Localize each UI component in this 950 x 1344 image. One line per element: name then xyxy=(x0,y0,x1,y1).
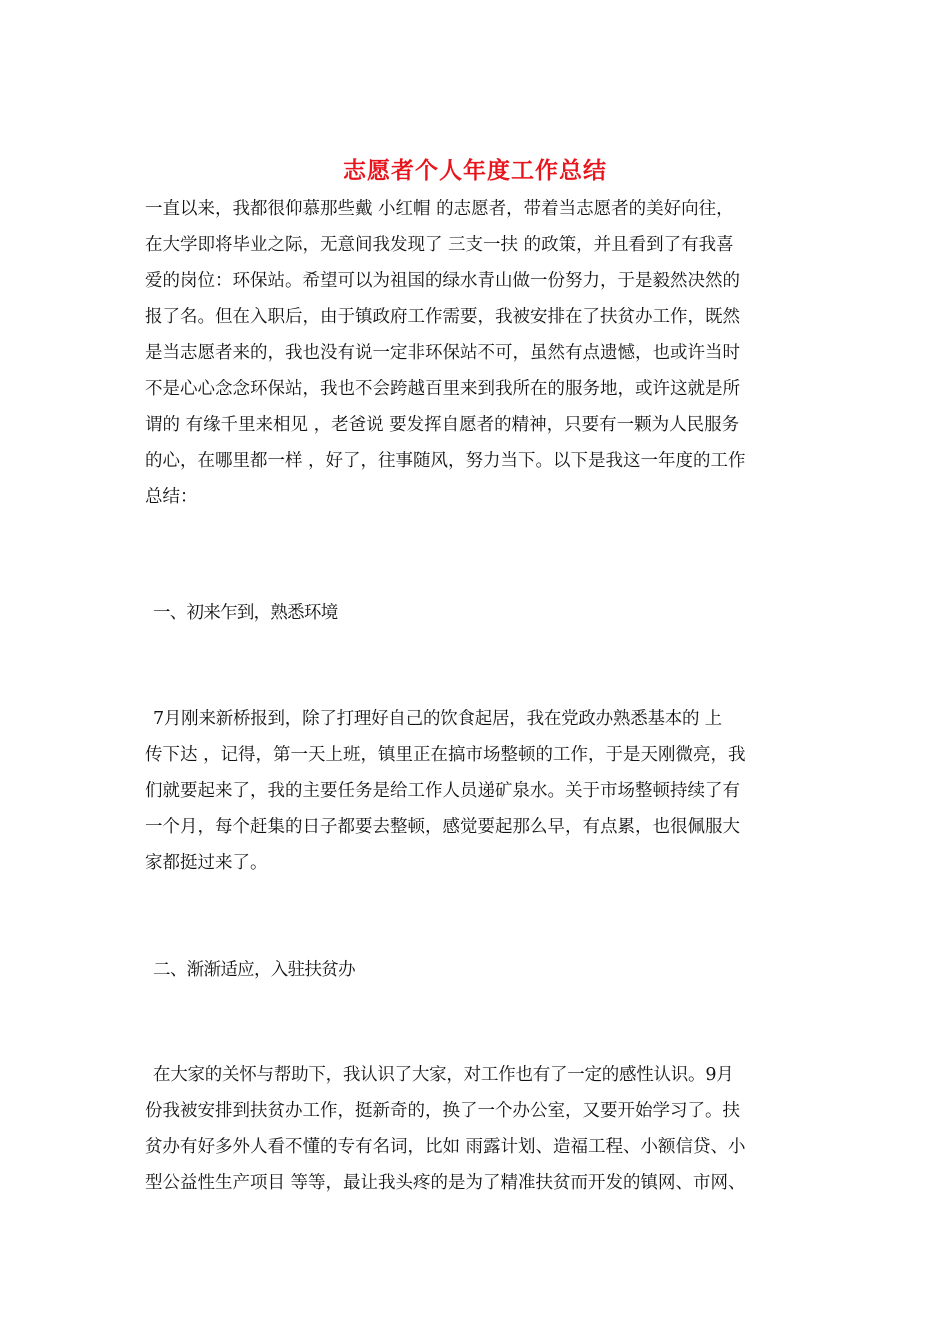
paragraph-line: 一直以来，我都很仰慕那些戴 小红帽 的志愿者，带着当志愿者的美好向往， xyxy=(145,199,734,219)
paragraph-line: 贫办有好多外人看不懂的专有名词，比如 雨露计划、造福工程、小额信贷、小 xyxy=(145,1137,746,1157)
paragraph-line: 7月刚来新桥报到，除了打理好自己的饮食起居，我在党政办熟悉基本的 上 xyxy=(153,709,722,729)
paragraph-line: 传下达 ，记得，第一天上班，镇里正在搞市场整顿的工作，于是天刚微亮，我 xyxy=(145,745,746,765)
paragraph-line: 家都挺过来了。 xyxy=(145,853,268,873)
paragraph-line: 谓的 有缘千里来相见 ，老爸说 要发挥自愿者的精神，只要有一颗为人民服务 xyxy=(145,415,740,435)
paragraph-line: 的心，在哪里都一样 ，好了，往事随风，努力当下。以下是我这一年度的工作 xyxy=(145,451,746,471)
paragraph-line: 一个月，每个赶集的日子都要去整顿，感觉要起那么早，有点累，也很佩服大 xyxy=(145,817,740,837)
paragraph-line: 总结： xyxy=(145,487,198,507)
section-heading-2: 二、渐渐适应，入驻扶贫办 xyxy=(153,960,355,980)
paragraph-line: 报了名。但在入职后，由于镇政府工作需要，我被安排在了扶贫办工作，既然 xyxy=(145,307,740,327)
paragraph-line: 爱的岗位：环保站。希望可以为祖国的绿水青山做一份努力，于是毅然决然的 xyxy=(145,271,740,291)
paragraph-line: 们就要起来了，我的主要任务是给工作人员递矿泉水。关于市场整顿持续了有 xyxy=(145,781,740,801)
paragraph-line: 在大家的关怀与帮助下，我认识了大家，对工作也有了一定的感性认识。9月 xyxy=(153,1065,734,1085)
paragraph-line: 不是心心念念环保站，我也不会跨越百里来到我所在的服务地，或许这就是所 xyxy=(145,379,740,399)
paragraph-line: 份我被安排到扶贫办工作，挺新奇的，换了一个办公室，又要开始学习了。扶 xyxy=(145,1101,740,1121)
paragraph-line: 是当志愿者来的，我也没有说一定非环保站不可，虽然有点遗憾，也或许当时 xyxy=(145,343,740,363)
section-heading-1: 一、初来乍到，熟悉环境 xyxy=(153,603,338,623)
paragraph-line: 在大学即将毕业之际，无意间我发现了 三支一扶 的政策，并且看到了有我喜 xyxy=(145,235,734,255)
paragraph-line: 型公益性生产项目 等等，最让我头疼的是为了精准扶贫而开发的镇网、市网、 xyxy=(145,1173,746,1193)
document-title: 志愿者个人年度工作总结 xyxy=(343,157,607,184)
